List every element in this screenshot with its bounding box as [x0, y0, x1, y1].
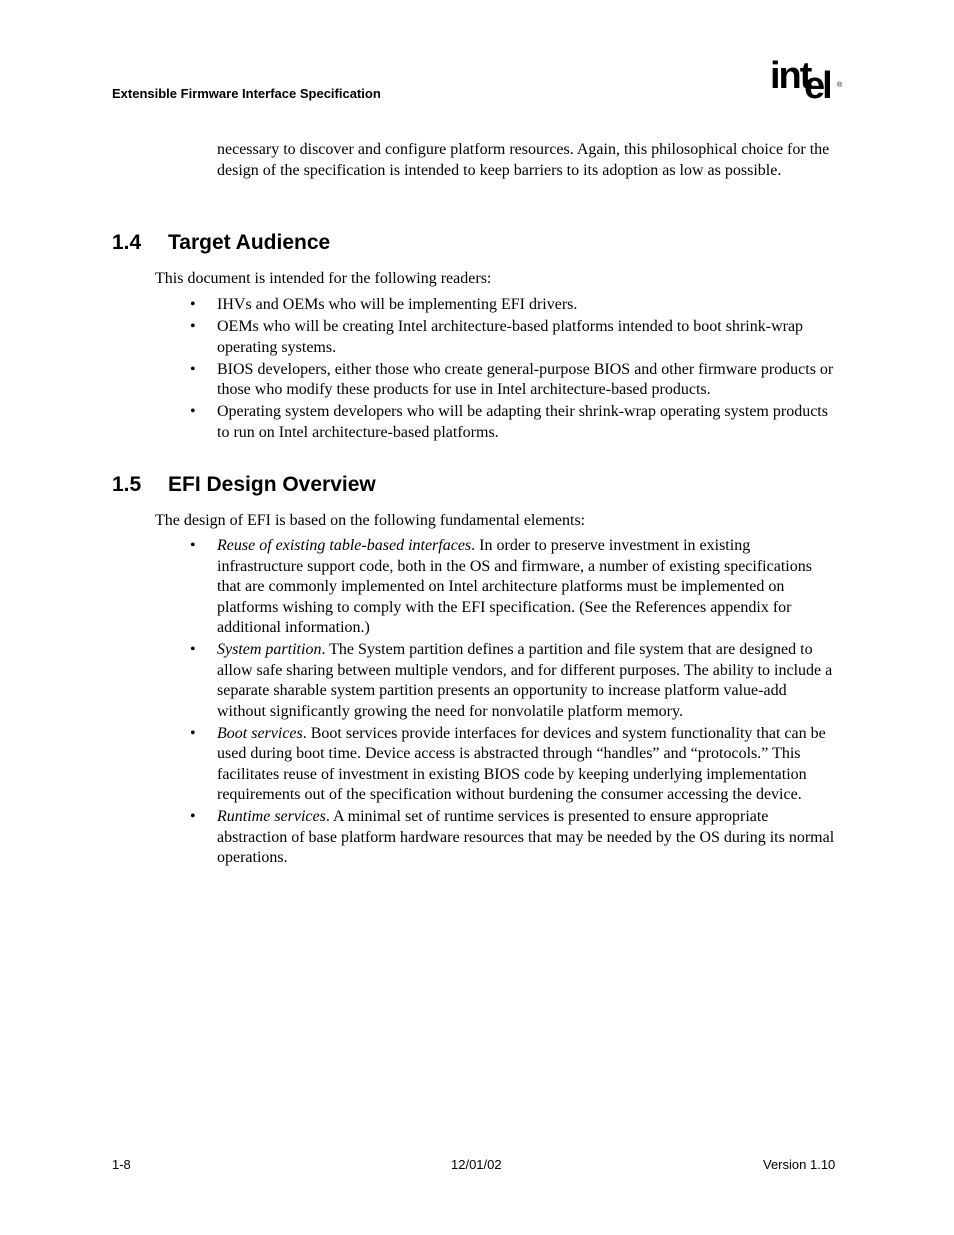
item-text: . The System partition defines a partition and file system that are designed to allow safe sharing between multiple vendors, and for different purposes. The ability to include a separate sharable system partition presents an opportunity to increase platform value-add without significantly growing the need for nonvolatile platform memory.: [217, 641, 833, 720]
item-text: . A minimal set of runtime services is presented to ensure appropriate abstraction of base platform hardware resources that may be needed by the OS during its normal operations.: [217, 808, 835, 866]
item-text: Operating system developers who will be adapting their shrink-wrap operating system products to run on Intel architecture-based platforms.: [217, 403, 828, 441]
list-item: [217, 724, 835, 806]
item-text: . Boot services provide interfaces for devices and system functionality that can be used during boot time. Device access is abstracted through “handles” and “protocols.” This facilitates reuse of investment in existing BIOS code by keeping underlying implementation requirements out of the specification without burdening the consumer accessing the device.: [217, 724, 826, 803]
list-item: [217, 402, 835, 443]
list-item: [217, 536, 835, 639]
footer-date: 12/01/02: [451, 1157, 502, 1172]
logo-text-el: el: [804, 65, 830, 107]
list-item: [217, 640, 835, 722]
item-term: Boot services: [217, 724, 303, 742]
design-elements-list: [217, 536, 835, 870]
item-text: IHVs and OEMs who will be implementing EFI drivers.: [217, 296, 578, 313]
section-title: Target Audience: [168, 231, 331, 254]
footer-page-number: 1-8: [112, 1157, 131, 1172]
footer-version: Version 1.10: [763, 1157, 836, 1172]
item-text: BIOS developers, either those who create general-purpose BIOS and other firmware products or those who modify these products for use in Intel architecture-based products.: [217, 360, 834, 398]
section-heading-efi-design-overview: [112, 473, 376, 497]
intro-paragraph: necessary to discover and configure platform resources. Again, this philosophical choice for the design of the specification is intended to keep barriers to its adoption as low as possible.: [217, 141, 830, 179]
audience-list: [217, 295, 835, 445]
registered-mark: ®: [837, 82, 843, 89]
section-heading-target-audience: [112, 231, 330, 255]
section-number: 1.4: [112, 231, 142, 254]
list-item: [217, 295, 835, 316]
item-term: System partition: [217, 641, 322, 658]
list-item: [217, 807, 835, 869]
section-title: EFI Design Overview: [168, 473, 376, 496]
list-item: [217, 360, 835, 401]
running-header-title: Extensible Firmware Interface Specification: [112, 86, 381, 101]
item-term: Runtime services: [217, 808, 326, 825]
item-text: . In order to preserve investment in existing infrastructure support code, both in the OS and firmware, a number of existing specifications that are commonly implemented on Intel architecture platforms must be implemented on platforms wishing to comply with the EFI specification. (See the References appendix for additional information.): [217, 537, 812, 636]
logo-text-int: int: [770, 55, 811, 97]
section-lead: This document is intended for the following readers:: [155, 270, 492, 287]
list-item: [217, 317, 835, 358]
item-term: Reuse of existing table-based interfaces: [217, 537, 472, 554]
section-number: 1.5: [112, 473, 142, 496]
intel-logo: [770, 55, 846, 107]
item-text: OEMs who will be creating Intel architecture-based platforms intended to boot shrink-wrap operating systems.: [217, 318, 804, 356]
section-lead: The design of EFI is based on the following fundamental elements:: [155, 512, 586, 529]
